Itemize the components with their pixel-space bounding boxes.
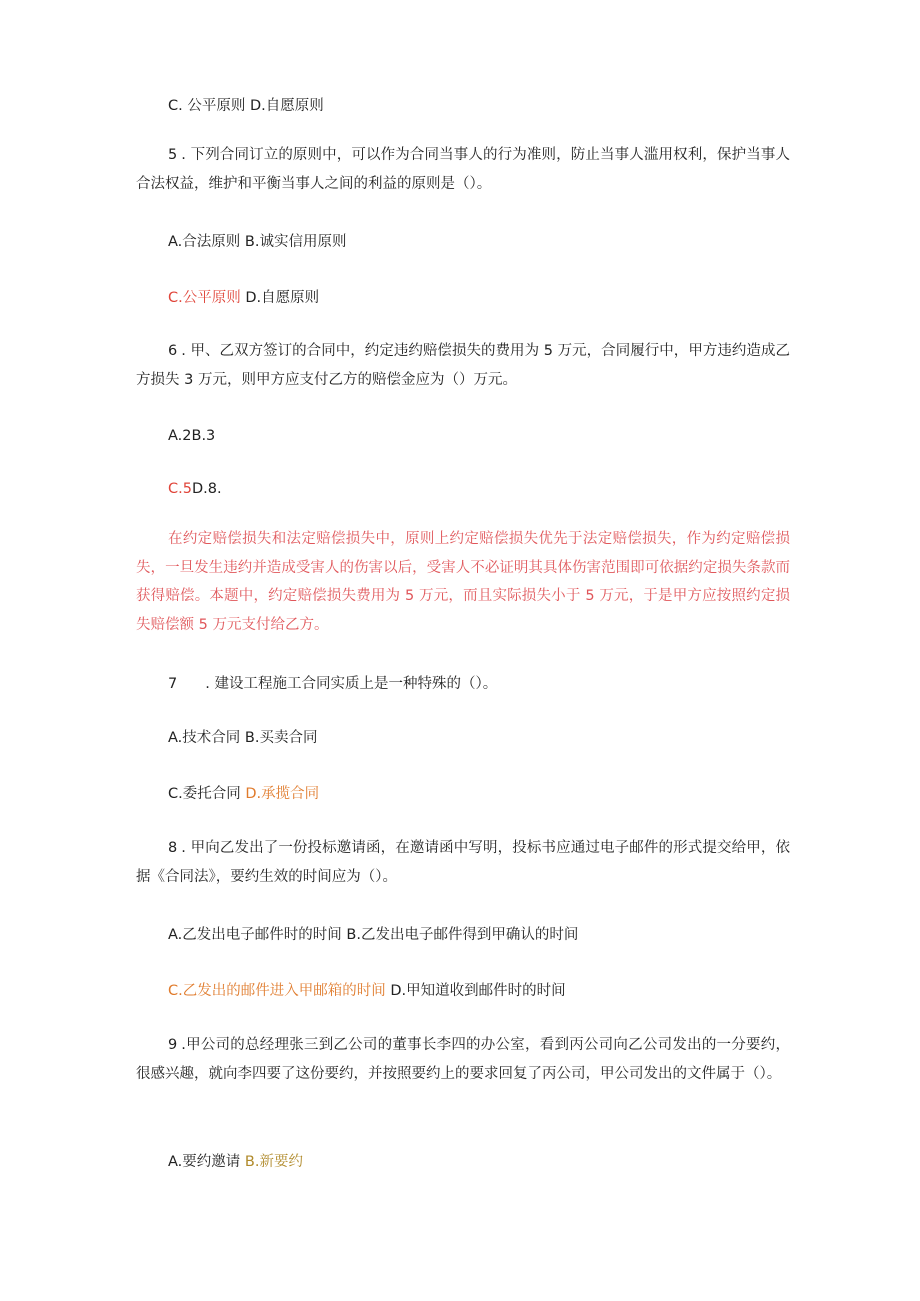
q5-answer-c: C.公平原则 [168,290,241,306]
q6-stem [136,337,790,395]
q7-option-c: C.委托合同 [168,786,246,802]
q8-stem [136,834,790,892]
q8-option-d: D.甲知道收到邮件时的时间 [385,983,566,999]
q9-stem [136,1031,790,1089]
q7-answer-d: D.承揽合同 [245,786,320,802]
q6-stem-text: . 甲、乙双方签订的合同中，约定违约赔偿损失的费用为 5 万元，合同履行中，甲方违约造成乙方损失 3 万元，则甲方应支付乙方的赔偿金应为（）万元。 [136,343,790,388]
q5-option-d: D.自愿原则 [240,290,320,306]
q5-stem-text: . 下列合同订立的原则中，可以作为合同当事人的行为准则，防止当事人滥用权利，保护当事人合法权益，维护和平衡当事人之间的利益的原则是（）。 [136,147,790,192]
q7-option-ab-text: A.技术合同 B.买卖合同 [168,730,318,746]
q9-number: 9 [168,1037,178,1053]
q5-stem [136,141,790,199]
q9-answer-b: B.新要约 [244,1154,303,1170]
q9-option-a: A.要约邀请 [168,1154,245,1170]
q8-number: 8 [168,840,178,856]
q5-options-ab [168,232,346,252]
q6-option-ab-text: A.2B.3 [168,428,216,444]
q9-options-ab [168,1152,303,1172]
q7-stem [136,670,790,699]
q6-explanation: 在约定赔偿损失和法定赔偿损失中，原则上约定赔偿损失优先于法定赔偿损失，作为约定赔偿损失，一旦发生违约并造成受害人的伤害以后，受害人不必证明其具体伤害范围即可依据约定损失条款而获得赔偿。本题中，约定赔偿损失费用为 5 万元，而且实际损失小于 5 万元，于是甲方应按照约定损失赔偿额 5 万元支付给乙方。 [136,531,790,633]
q7-number: 7 [168,676,178,692]
q6-option-d: D.8. [191,481,222,497]
q7-options-ab [168,728,317,748]
q5-number: 5 [168,147,178,163]
q7-stem-text: . 建设工程施工合同实质上是一种特殊的（）。 [205,676,498,692]
q8-options-ab [168,925,578,945]
q9-stem-text: .甲公司的总经理张三到乙公司的董事长李四的办公室，看到丙公司向乙公司发出的一分要约，很感兴趣，就向李四要了这份要约，并按照要约上的要求回复了丙公司，甲公司发出的文件属于（）。 [136,1037,790,1082]
q5-option-ab-text: A.合法原则 B.诚实信用原则 [168,234,347,250]
q6-options-cd [168,479,222,499]
q4-option-cd-text: C. 公平原则 D.自愿原则 [168,98,324,114]
q8-stem-text: . 甲向乙发出了一份投标邀请函，在邀请函中写明，投标书应通过电子邮件的形式提交给甲，依据《合同法》，要约生效的时间应为（）。 [136,840,790,885]
q8-option-ab-text: A.乙发出电子邮件时的时间 B.乙发出电子邮件得到甲确认的时间 [168,927,579,943]
q8-answer-c: C.乙发出的邮件进入甲邮箱的时间 [168,983,386,999]
q5-options-cd [168,288,319,308]
q7-options-cd [168,784,319,804]
q6-options-ab [168,426,215,446]
q4-options-cd [168,96,324,116]
q6-answer-c: C.5 [168,481,192,497]
q8-options-cd [168,981,566,1001]
q6-number: 6 [168,343,178,359]
